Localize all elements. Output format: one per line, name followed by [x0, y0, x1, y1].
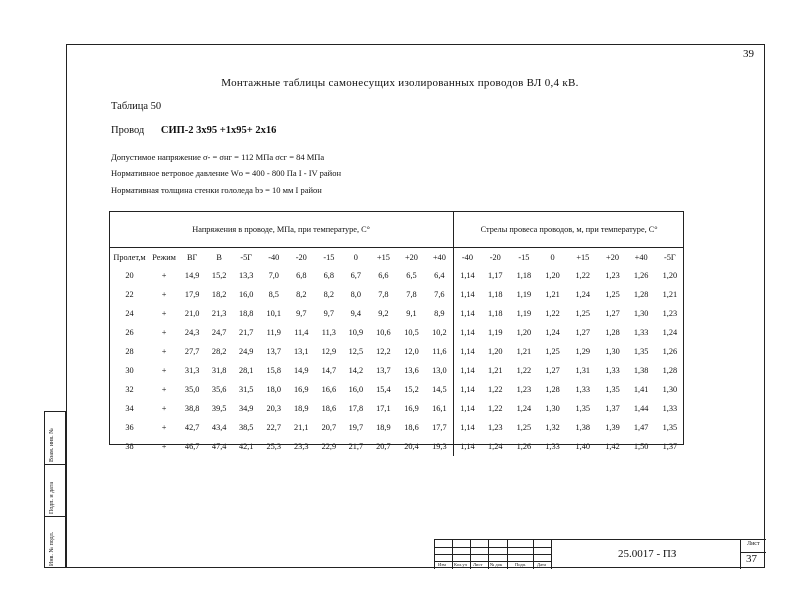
table-cell: +	[161, 328, 167, 337]
table-cell: 1,23	[662, 309, 678, 318]
table-cell: 1,22	[488, 404, 503, 413]
column-header: +15	[376, 252, 390, 262]
table-cell: 6,7	[350, 271, 362, 280]
table-cell: 9,4	[350, 309, 362, 318]
table-cell: 1,14	[454, 437, 481, 456]
column-header: -15	[323, 252, 335, 262]
table-cell: 18,0	[266, 385, 282, 394]
table-row	[109, 399, 684, 418]
table-cell: 16,0	[348, 385, 364, 394]
table-cell: 21,1	[294, 423, 309, 432]
table-cell: 19,3	[432, 442, 447, 451]
table-cell: 9,7	[323, 309, 335, 318]
table-cell: 1,28	[545, 385, 560, 394]
table-cell: 1,33	[545, 442, 560, 451]
table-cell: 1,14	[454, 361, 481, 380]
table-cell: 7,6	[434, 290, 445, 299]
table-cell: 26	[125, 328, 134, 337]
table-cell: +	[161, 442, 167, 451]
table-cell: 16,0	[238, 290, 254, 299]
table-cell: 13,6	[404, 366, 419, 375]
table-cell: 1,27	[545, 366, 560, 375]
table-cell: 7,0	[268, 271, 279, 280]
stamp-line	[551, 540, 552, 569]
table-cell: 21,3	[211, 309, 227, 318]
table-cell: 9,1	[406, 309, 417, 318]
table-cell: 1,31	[575, 366, 591, 375]
column-header: ВГ	[187, 252, 198, 262]
table-cell: 25,3	[266, 442, 282, 451]
table-cell: 11,4	[294, 328, 309, 337]
table-cell: 38,8	[184, 404, 200, 413]
table-cell: 1,44	[633, 404, 649, 413]
table-cell: 1,41	[633, 385, 649, 394]
table-cell: 1,14	[454, 380, 481, 399]
table-cell: 1,30	[662, 385, 678, 394]
table-cell: 1,17	[488, 271, 503, 280]
table-cell: 1,22	[545, 309, 560, 318]
table-cell: 1,14	[454, 418, 481, 437]
table-cell: 47,4	[211, 442, 227, 451]
table-cell: 20,7	[321, 423, 337, 432]
table-cell: 7,8	[378, 290, 389, 299]
table-cell: 21,7	[238, 328, 254, 337]
table-cell: 42,1	[238, 442, 254, 451]
table-cell: 35,0	[184, 385, 200, 394]
table-cell: +	[161, 271, 167, 280]
table-cell: 1,30	[545, 404, 560, 413]
wire-label: Провод	[111, 125, 145, 136]
table-cell: 20,3	[266, 404, 282, 413]
header-stress: Напряжения в проводе, МПа, при температуре, С°	[109, 211, 454, 248]
table-cell: 1,21	[516, 347, 532, 356]
table-cell: 8,2	[296, 290, 307, 299]
table-cell: 1,47	[633, 423, 649, 432]
table-cell: 16,1	[432, 404, 447, 413]
table-cell: 27,7	[184, 347, 200, 356]
sheet-number: 37	[746, 553, 757, 565]
table-cell: 18,9	[294, 404, 309, 413]
table-cell: 18,8	[238, 309, 254, 318]
table-cell: 1,22	[488, 385, 503, 394]
table-cell: 1,42	[605, 442, 620, 451]
table-cell: +	[161, 404, 167, 413]
stamp-line	[488, 540, 489, 569]
table-cell: 21,7	[348, 442, 364, 451]
table-cell: 17,8	[348, 404, 364, 413]
table-row	[109, 304, 684, 323]
table-cell: 8,0	[350, 290, 362, 299]
page-title: Монтажные таблицы самонесущих изолированных проводов ВЛ 0,4 кВ.	[221, 77, 579, 89]
table-cell: 1,28	[662, 366, 678, 375]
table-cell: 1,50	[633, 442, 649, 451]
table-cell: 1,24	[488, 442, 503, 451]
table-cell: 12,2	[376, 347, 391, 356]
table-cell: 1,18	[488, 290, 503, 299]
table-cell: 16,9	[294, 385, 309, 394]
table-cell: +	[161, 423, 167, 432]
table-cell: 30	[125, 366, 134, 375]
table-cell: 1,25	[516, 423, 532, 432]
table-cell: 1,37	[662, 442, 678, 451]
table-cell: 10,5	[404, 328, 419, 337]
table-cell: 1,22	[516, 366, 532, 375]
table-cell: 1,24	[516, 404, 532, 413]
table-cell: 19,7	[348, 423, 364, 432]
column-header: -40	[454, 248, 481, 267]
table-cell: 15,2	[211, 271, 227, 280]
param-stress: Допустимое напряжение σ- = σнг = 112 МПа σсг = 84 МПа	[111, 152, 325, 162]
table-cell: 12,9	[321, 347, 337, 356]
table-cell: 1,18	[516, 271, 532, 280]
table-cell: 1,26	[662, 347, 678, 356]
table-cell: 20,4	[404, 442, 419, 451]
data-table	[109, 211, 684, 456]
stamp-label: Подп.	[515, 562, 527, 567]
stamp-line	[533, 540, 534, 569]
table-cell: 1,18	[488, 309, 503, 318]
table-cell: +	[161, 385, 167, 394]
table-cell: 10,9	[348, 328, 364, 337]
table-cell: 34	[125, 404, 134, 413]
column-header: +40	[634, 252, 648, 262]
table-cell: 15,4	[376, 385, 391, 394]
table-cell: 18,9	[376, 423, 391, 432]
stamp-line	[470, 540, 471, 569]
stamp-label: Дата	[537, 562, 546, 567]
column-header: -5Г	[664, 252, 676, 262]
table-cell: 1,20	[516, 328, 532, 337]
table-cell: 1,35	[575, 404, 591, 413]
table-cell: 42,7	[184, 423, 200, 432]
table-cell: 11,9	[266, 328, 281, 337]
table-cell: 13,3	[238, 271, 254, 280]
side-divider	[45, 464, 65, 465]
table-cell: 1,32	[545, 423, 560, 432]
table-cell: 14,2	[348, 366, 364, 375]
stamp-line	[740, 540, 741, 569]
table-cell: 31,3	[184, 366, 200, 375]
column-header: В	[216, 252, 222, 262]
column-header: +15	[576, 252, 590, 262]
table-cell: 8,2	[323, 290, 335, 299]
table-cell: 31,5	[238, 385, 254, 394]
stamp-label: № док	[490, 562, 503, 567]
document-number: 25.0017 - ПЗ	[618, 548, 677, 560]
table-cell: 18,6	[404, 423, 419, 432]
table-cell: 8,9	[434, 309, 445, 318]
table-row	[109, 418, 684, 437]
table-cell: +	[161, 290, 167, 299]
table-cell: 24,3	[184, 328, 200, 337]
table-cell: 1,37	[605, 404, 620, 413]
table-cell: 6,4	[434, 271, 445, 280]
table-cell: 28,2	[211, 347, 227, 356]
table-number: Таблица 50	[111, 101, 162, 112]
table-row	[109, 361, 684, 380]
table-cell: 1,25	[605, 290, 620, 299]
table-cell: 10,6	[376, 328, 391, 337]
table-cell: 10,2	[432, 328, 447, 337]
table-cell: 1,35	[662, 423, 678, 432]
table-row	[109, 266, 684, 285]
table-cell: 24,7	[211, 328, 227, 337]
table-cell: 6,8	[323, 271, 335, 280]
side-label-inv: Инв. № подл.	[49, 531, 55, 566]
sheet-label: Лист	[747, 541, 760, 547]
table-cell: 35,6	[211, 385, 227, 394]
table-cell: 1,29	[575, 347, 591, 356]
table-cell: 1,33	[633, 328, 649, 337]
table-cell: 1,25	[575, 309, 591, 318]
table-cell: 13,7	[266, 347, 282, 356]
table-cell: 43,4	[211, 423, 227, 432]
table-cell: 22,7	[266, 423, 282, 432]
table-cell: 11,6	[432, 347, 447, 356]
table-cell: 22	[125, 290, 134, 299]
table-cell: 1,28	[633, 290, 649, 299]
table-cell: 1,14	[454, 266, 481, 285]
stamp-label: Лист	[473, 562, 483, 567]
table-cell: 1,33	[575, 385, 591, 394]
table-cell: +	[161, 347, 167, 356]
column-header: 0	[550, 252, 555, 262]
table-cell: 28,1	[238, 366, 254, 375]
table-cell: +	[161, 309, 167, 318]
table-cell: 1,24	[575, 290, 591, 299]
table-cell: 15,8	[266, 366, 282, 375]
table-cell: 32	[125, 385, 134, 394]
table-cell: 18,6	[321, 404, 337, 413]
table-cell: 1,26	[633, 271, 649, 280]
table-cell: 1,22	[575, 271, 591, 280]
table-cell: 1,28	[605, 328, 620, 337]
wire-line	[111, 125, 276, 136]
table-cell: 1,14	[454, 323, 481, 342]
table-cell: 13,7	[376, 366, 391, 375]
table-cell: 23,3	[294, 442, 309, 451]
wire-value: СИП-2 3х95 +1х95+ 2х16	[160, 125, 277, 136]
table-cell: 9,2	[378, 309, 389, 318]
table-cell: 1,25	[545, 347, 560, 356]
table-cell: 1,14	[454, 304, 481, 323]
column-header: -15	[518, 252, 530, 262]
stamp-line	[452, 540, 453, 569]
table-cell: 20,7	[376, 442, 391, 451]
table-cell: 14,7	[321, 366, 337, 375]
table-cell: 1,20	[545, 271, 560, 280]
table-cell: 16,6	[321, 385, 337, 394]
table-cell: 36	[125, 423, 134, 432]
table-cell: 31,8	[211, 366, 227, 375]
stamp-label: Кол.уч	[454, 562, 467, 567]
table-row	[109, 342, 684, 361]
table-cell: 17,7	[432, 423, 447, 432]
table-cell: 12,0	[404, 347, 419, 356]
table-cell: 1,14	[454, 399, 481, 418]
table-cell: 6,5	[406, 271, 417, 280]
table-cell: 6,6	[378, 271, 389, 280]
table-cell: 1,30	[633, 309, 649, 318]
table-cell: 1,26	[516, 442, 532, 451]
table-cell: 14,9	[294, 366, 309, 375]
column-header: Режим	[152, 252, 176, 262]
table-cell: 1,40	[575, 442, 591, 451]
table-cell: 13,0	[432, 366, 447, 375]
table-cell: 12,5	[348, 347, 364, 356]
table-cell: 24	[125, 309, 134, 318]
stamp-label: Изм	[438, 562, 446, 567]
table-cell: 14,5	[432, 385, 447, 394]
table-cell: 1,14	[454, 285, 481, 304]
title-block	[434, 539, 766, 569]
table-cell: 1,33	[605, 366, 620, 375]
table-row	[109, 323, 684, 342]
page-number: 39	[743, 48, 754, 60]
table-cell: 20	[125, 271, 134, 280]
table-cell: 17,1	[376, 404, 391, 413]
table-cell: 1,27	[575, 328, 591, 337]
table-cell: 1,39	[605, 423, 620, 432]
table-cell: 1,38	[575, 423, 591, 432]
table-cell: 24,9	[238, 347, 254, 356]
table-cell: 1,19	[516, 290, 532, 299]
column-header: +40	[432, 252, 446, 262]
table-row	[109, 285, 684, 304]
table-cell: 38	[125, 442, 134, 451]
table-cell: 16,9	[404, 404, 419, 413]
param-ice: Нормативная толщина стенки гололеда bэ = 10 мм I район	[111, 185, 322, 195]
table-cell: 11,3	[321, 328, 336, 337]
table-cell: 1,14	[454, 342, 481, 361]
column-header: +20	[404, 252, 418, 262]
column-header: -20	[295, 252, 307, 262]
table-cell: 1,24	[545, 328, 560, 337]
table-cell: 1,19	[516, 309, 532, 318]
table-cell: 1,21	[545, 290, 560, 299]
table-cell: 1,21	[662, 290, 678, 299]
param-wind: Нормативное ветровое давление Wо = 400 - 800 Па I - IV район	[111, 168, 342, 178]
table-cell: 13,1	[294, 347, 309, 356]
table-cell: 1,23	[605, 271, 620, 280]
table-cell: 38,5	[238, 423, 254, 432]
table-cell: 21,0	[184, 309, 200, 318]
table-cell: 1,19	[488, 328, 503, 337]
table-cell: 18,2	[211, 290, 227, 299]
table-cell: 15,2	[404, 385, 419, 394]
table-cell: 17,9	[184, 290, 200, 299]
table-cell: 1,23	[488, 423, 503, 432]
table-cell: 8,5	[268, 290, 279, 299]
table-cell: 1,38	[633, 366, 649, 375]
side-stamp	[44, 411, 66, 568]
table-row	[109, 380, 684, 399]
table-cell: 6,8	[296, 271, 307, 280]
table-cell: 46,7	[184, 442, 200, 451]
table-cell: 1,33	[662, 404, 678, 413]
table-cell: 39,5	[211, 404, 227, 413]
column-header-row	[109, 248, 684, 267]
table-cell: 1,20	[488, 347, 503, 356]
side-label-replace: Взам. инв. №	[49, 428, 55, 462]
table-cell: 1,23	[516, 385, 532, 394]
table-cell: 1,30	[605, 347, 620, 356]
header-sag: Стрелы провеса проводов, м, при температуре, С°	[454, 211, 684, 248]
table-cell: 28	[125, 347, 134, 356]
table-cell: +	[161, 366, 167, 375]
stamp-line	[507, 540, 508, 569]
table-cell: 9,7	[296, 309, 307, 318]
table-cell: 22,9	[321, 442, 337, 451]
table-cell: 1,35	[633, 347, 649, 356]
column-header: 0	[353, 252, 358, 262]
table-row	[109, 437, 684, 456]
table-cell: 1,24	[662, 328, 678, 337]
table-cell: 1,21	[488, 366, 503, 375]
side-divider	[45, 516, 65, 517]
table-cell: 14,9	[184, 271, 200, 280]
table-cell: 10,1	[266, 309, 282, 318]
side-label-sign: Подп. и дата	[49, 481, 55, 514]
column-header: -5Г	[240, 252, 253, 262]
column-header: +20	[606, 252, 619, 262]
table-cell: 1,35	[605, 385, 620, 394]
table-cell: 1,27	[605, 309, 620, 318]
table-cell: 34,9	[238, 404, 254, 413]
column-header: -40	[268, 252, 280, 262]
table-cell: 1,20	[662, 271, 678, 280]
table-cell: 7,8	[406, 290, 417, 299]
column-header: Пролет,м	[113, 252, 146, 262]
column-header: -20	[489, 252, 501, 262]
